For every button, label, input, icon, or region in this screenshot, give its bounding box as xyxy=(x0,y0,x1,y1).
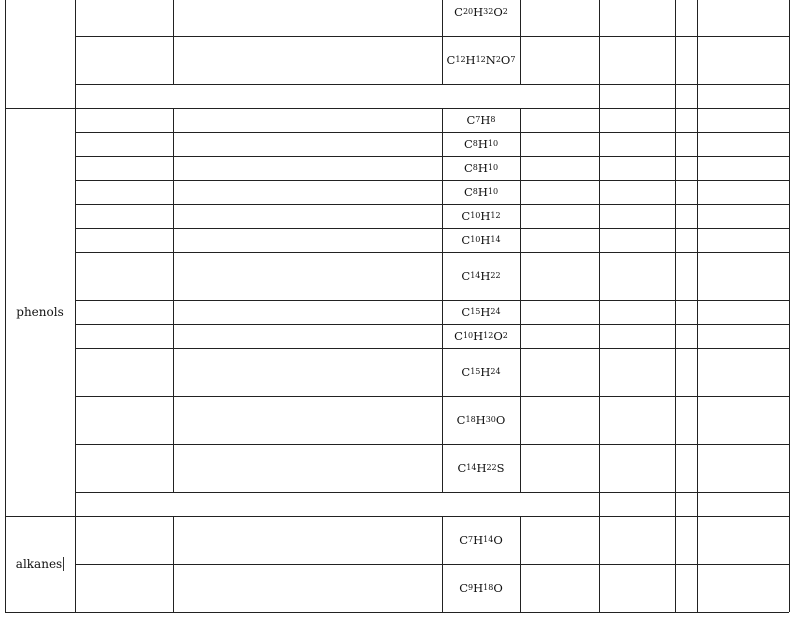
relative-content-1 xyxy=(599,444,675,492)
grid-line-horizontal xyxy=(75,612,789,613)
grid-line-vertical xyxy=(520,324,521,348)
row-number xyxy=(75,204,173,228)
grid-line-vertical xyxy=(599,228,600,252)
grid-line-vertical xyxy=(173,324,174,348)
text-cursor xyxy=(63,557,64,571)
grid-line-vertical xyxy=(173,108,174,132)
grid-line-vertical xyxy=(789,324,790,348)
grid-line-vertical xyxy=(520,300,521,324)
relative-content-2 xyxy=(697,396,789,444)
group-label xyxy=(5,108,75,516)
group-label-text: phenols xyxy=(16,305,64,319)
grid-line-vertical xyxy=(789,84,790,108)
grid-line-vertical xyxy=(789,156,790,180)
relative-content-2 xyxy=(697,564,789,612)
cas-number xyxy=(520,396,599,444)
grid-line-vertical xyxy=(173,564,174,612)
grid-line-vertical xyxy=(599,0,600,36)
grid-line-vertical xyxy=(789,348,790,396)
row-number xyxy=(75,516,173,564)
molecular-formula: C 7 H 14 O xyxy=(459,533,503,547)
grid-line-vertical xyxy=(442,0,443,36)
grid-line-vertical xyxy=(520,228,521,252)
grid-line-vertical xyxy=(675,564,676,612)
compound-name xyxy=(173,324,442,348)
grid-line-vertical xyxy=(675,444,676,492)
grid-line-vertical xyxy=(789,132,790,156)
subtotal-1 xyxy=(599,492,675,516)
grid-line-vertical xyxy=(789,564,790,612)
relative-content-1 xyxy=(599,204,675,228)
relative-content-1 xyxy=(599,516,675,564)
grid-line-vertical xyxy=(675,228,676,252)
grid-line-vertical xyxy=(442,324,443,348)
grid-line-vertical xyxy=(520,396,521,444)
grid-line-vertical xyxy=(675,108,676,132)
grid-line-vertical xyxy=(697,516,698,564)
relative-content-2 xyxy=(697,36,789,84)
grid-line-vertical xyxy=(75,84,76,108)
molecular-formula: C 10 H 12 O 2 xyxy=(454,329,508,343)
compound-name xyxy=(173,132,442,156)
relative-content-1 xyxy=(599,396,675,444)
group-label xyxy=(5,516,75,612)
row-number xyxy=(75,324,173,348)
grid-line-vertical xyxy=(599,564,600,612)
grid-line-vertical xyxy=(442,204,443,228)
grid-line-vertical xyxy=(173,36,174,84)
grid-line-vertical xyxy=(599,444,600,492)
grid-line-vertical xyxy=(599,348,600,396)
grid-line-vertical xyxy=(789,228,790,252)
grid-line-vertical xyxy=(675,132,676,156)
molecular-formula: C 15 H 24 xyxy=(461,365,501,379)
grid-line-vertical xyxy=(442,396,443,444)
row-number xyxy=(75,564,173,612)
grid-line-vertical xyxy=(697,84,698,108)
cas-number xyxy=(520,252,599,300)
grid-line-vertical xyxy=(520,180,521,204)
grid-line-vertical xyxy=(599,396,600,444)
grid-line-vertical xyxy=(675,348,676,396)
grid-line-vertical xyxy=(173,300,174,324)
grid-line-vertical xyxy=(599,84,600,108)
grid-line-vertical xyxy=(697,0,698,36)
grid-line-vertical xyxy=(675,180,676,204)
grid-line-vertical xyxy=(599,300,600,324)
grid-line-vertical xyxy=(789,444,790,492)
grid-line-vertical xyxy=(520,0,521,36)
grid-line-vertical xyxy=(173,0,174,36)
grid-line-vertical xyxy=(697,348,698,396)
relative-content-1 xyxy=(599,156,675,180)
relative-content-2 xyxy=(697,0,789,36)
grid-line-vertical xyxy=(520,132,521,156)
grid-line-vertical xyxy=(675,204,676,228)
grid-line-vertical xyxy=(75,228,76,252)
relative-content-2 xyxy=(697,180,789,204)
grid-line-vertical xyxy=(173,132,174,156)
grid-line-vertical xyxy=(697,132,698,156)
grid-line-vertical xyxy=(675,516,676,564)
grid-line-vertical xyxy=(789,204,790,228)
relative-content-1 xyxy=(599,564,675,612)
grid-line-vertical xyxy=(75,180,76,204)
compound-name xyxy=(173,228,442,252)
relative-content-1 xyxy=(599,108,675,132)
grid-line-vertical xyxy=(75,300,76,324)
subtotal-2 xyxy=(697,492,789,516)
grid-line-vertical xyxy=(520,516,521,564)
grid-line-vertical xyxy=(75,132,76,156)
grid-line-vertical xyxy=(173,516,174,564)
grid-line-vertical xyxy=(697,108,698,132)
grid-line-vertical xyxy=(520,204,521,228)
cas-number xyxy=(520,300,599,324)
relative-content-2 xyxy=(697,228,789,252)
molecular-formula: C 10 H 12 xyxy=(461,209,501,223)
grid-line-vertical xyxy=(675,0,676,36)
grid-line-vertical xyxy=(75,396,76,444)
molecular-formula: C 15 H 24 xyxy=(461,305,501,319)
molecular-formula: C 10 H 14 xyxy=(461,233,501,247)
grid-line-vertical xyxy=(75,324,76,348)
grid-line-vertical xyxy=(599,132,600,156)
grid-line-vertical xyxy=(599,108,600,132)
relative-content-2 xyxy=(697,444,789,492)
relative-content-2 xyxy=(697,252,789,300)
cas-number xyxy=(520,108,599,132)
grid-line-vertical xyxy=(697,156,698,180)
molecular-formula: C 8 H 10 xyxy=(463,137,499,151)
compound-name xyxy=(173,300,442,324)
row-number xyxy=(75,108,173,132)
relative-content-2 xyxy=(697,516,789,564)
relative-content-1 xyxy=(599,36,675,84)
row-number xyxy=(75,156,173,180)
grid-line-vertical xyxy=(789,180,790,204)
molecular-formula: C 12 H 12 N 2 O 7 xyxy=(446,53,516,67)
grid-line-vertical xyxy=(75,564,76,612)
compound-name xyxy=(173,108,442,132)
compound-name xyxy=(173,444,442,492)
relative-content-2 xyxy=(697,300,789,324)
cas-number xyxy=(520,132,599,156)
grid-line-vertical xyxy=(599,252,600,300)
grid-line-vertical xyxy=(173,228,174,252)
grid-line-horizontal xyxy=(75,84,789,85)
relative-content-1 xyxy=(599,300,675,324)
grid-line-vertical xyxy=(75,204,76,228)
row-number xyxy=(75,444,173,492)
grid-line-vertical xyxy=(75,492,76,516)
grid-line-vertical xyxy=(75,156,76,180)
relative-content-2 xyxy=(697,348,789,396)
molecular-formula: C 8 H 10 xyxy=(463,185,499,199)
grid-line-vertical xyxy=(442,516,443,564)
grid-line-vertical xyxy=(442,36,443,84)
row-number xyxy=(75,252,173,300)
grid-line-vertical xyxy=(599,36,600,84)
grid-line-vertical xyxy=(173,444,174,492)
compound-name xyxy=(173,204,442,228)
cas-number xyxy=(520,156,599,180)
grid-line-vertical xyxy=(599,516,600,564)
grid-line-vertical xyxy=(675,252,676,300)
grid-line-vertical xyxy=(520,156,521,180)
molecular-formula: C 18 H 30 O xyxy=(456,413,506,427)
grid-line-vertical xyxy=(697,564,698,612)
relative-content-2 xyxy=(697,324,789,348)
grid-line-vertical xyxy=(173,180,174,204)
grid-line-vertical xyxy=(75,348,76,396)
grid-line-vertical xyxy=(675,396,676,444)
relative-content-2 xyxy=(697,132,789,156)
grid-line-vertical xyxy=(173,348,174,396)
grid-line-vertical xyxy=(675,324,676,348)
grid-line-vertical xyxy=(442,156,443,180)
grid-line-vertical xyxy=(520,108,521,132)
grid-line-vertical xyxy=(675,492,676,516)
cas-number xyxy=(520,180,599,204)
relative-content-2 xyxy=(697,108,789,132)
grid-line-vertical xyxy=(442,108,443,132)
grid-line-vertical xyxy=(75,0,76,36)
grid-line-vertical xyxy=(789,0,790,36)
grid-line-vertical xyxy=(697,324,698,348)
grid-line-vertical xyxy=(520,444,521,492)
grid-line-vertical xyxy=(675,36,676,84)
grid-line-vertical xyxy=(599,324,600,348)
grid-line-vertical xyxy=(75,516,76,564)
relative-content-1 xyxy=(599,0,675,36)
relative-content-1 xyxy=(599,132,675,156)
cas-number xyxy=(520,516,599,564)
relative-content-1 xyxy=(599,228,675,252)
molecular-formula: C 14 H 22 S xyxy=(457,461,505,475)
group-label xyxy=(5,0,75,108)
relative-content-1 xyxy=(599,180,675,204)
cas-number xyxy=(520,444,599,492)
grid-line-vertical xyxy=(697,492,698,516)
grid-line-vertical xyxy=(75,36,76,84)
grid-line-vertical xyxy=(697,204,698,228)
grid-line-vertical xyxy=(789,492,790,516)
grid-line-vertical xyxy=(442,444,443,492)
grid-line-vertical xyxy=(520,348,521,396)
compound-name xyxy=(173,252,442,300)
grid-line-vertical xyxy=(520,252,521,300)
grid-line-vertical xyxy=(599,204,600,228)
grid-line-vertical xyxy=(697,36,698,84)
row-number xyxy=(75,348,173,396)
grid-line-vertical xyxy=(789,252,790,300)
subtotal-1 xyxy=(599,84,675,108)
cas-number xyxy=(520,228,599,252)
grid-line-vertical xyxy=(442,300,443,324)
grid-line-vertical xyxy=(697,180,698,204)
relative-content-2 xyxy=(697,204,789,228)
grid-line-vertical xyxy=(442,132,443,156)
grid-line-vertical xyxy=(75,444,76,492)
grid-line-vertical xyxy=(520,564,521,612)
grid-line-vertical xyxy=(75,252,76,300)
grid-line-horizontal xyxy=(5,612,75,613)
grid-line-vertical xyxy=(697,300,698,324)
row-number xyxy=(75,180,173,204)
compound-name xyxy=(173,564,442,612)
grid-line-horizontal xyxy=(75,492,789,493)
molecular-formula: C 14 H 22 xyxy=(461,269,501,283)
grid-line-vertical xyxy=(697,252,698,300)
grid-line-vertical xyxy=(599,180,600,204)
relative-content-1 xyxy=(599,252,675,300)
relative-content-1 xyxy=(599,348,675,396)
cas-number xyxy=(520,0,599,36)
grid-line-vertical xyxy=(442,348,443,396)
cas-number xyxy=(520,204,599,228)
row-number xyxy=(75,396,173,444)
compound-name xyxy=(173,516,442,564)
cas-number xyxy=(520,36,599,84)
group-label-text: alkanes xyxy=(15,557,63,571)
grid-line-vertical xyxy=(789,108,790,132)
compound-name xyxy=(173,396,442,444)
grid-line-vertical xyxy=(173,396,174,444)
grid-line-vertical xyxy=(697,444,698,492)
grid-line-vertical xyxy=(675,84,676,108)
grid-line-vertical xyxy=(173,252,174,300)
molecular-formula: C 9 H 18 O xyxy=(459,581,503,595)
grid-line-vertical xyxy=(442,228,443,252)
compound-name xyxy=(173,180,442,204)
grid-line-vertical xyxy=(675,156,676,180)
row-number xyxy=(75,228,173,252)
cas-number xyxy=(520,324,599,348)
grid-line-vertical xyxy=(520,36,521,84)
grid-line-vertical xyxy=(442,252,443,300)
grid-line-vertical xyxy=(697,228,698,252)
compound-name xyxy=(173,36,442,84)
cas-number xyxy=(520,348,599,396)
grid-line-vertical xyxy=(789,300,790,324)
row-number xyxy=(75,132,173,156)
relative-content-2 xyxy=(697,156,789,180)
grid-line-vertical xyxy=(599,492,600,516)
subtotal-2 xyxy=(697,84,789,108)
molecular-formula: C 8 H 10 xyxy=(463,161,499,175)
grid-line-vertical xyxy=(173,156,174,180)
grid-line-vertical xyxy=(789,36,790,84)
grid-line-vertical xyxy=(789,396,790,444)
grid-line-vertical xyxy=(789,516,790,564)
grid-line-vertical xyxy=(442,564,443,612)
row-number xyxy=(75,36,173,84)
grid-line-vertical xyxy=(75,108,76,132)
grid-line-vertical xyxy=(599,156,600,180)
molecular-formula: C 7 H 8 xyxy=(466,113,496,127)
grid-line-vertical xyxy=(697,396,698,444)
relative-content-1 xyxy=(599,324,675,348)
compound-name xyxy=(173,348,442,396)
compound-name xyxy=(173,156,442,180)
grid-line-vertical xyxy=(173,204,174,228)
cas-number xyxy=(520,564,599,612)
row-number xyxy=(75,0,173,36)
grid-line-vertical xyxy=(442,180,443,204)
row-number xyxy=(75,300,173,324)
compound-name xyxy=(173,0,442,36)
molecular-formula: C 20 H 32 O 2 xyxy=(454,5,508,19)
grid-line-vertical xyxy=(675,300,676,324)
